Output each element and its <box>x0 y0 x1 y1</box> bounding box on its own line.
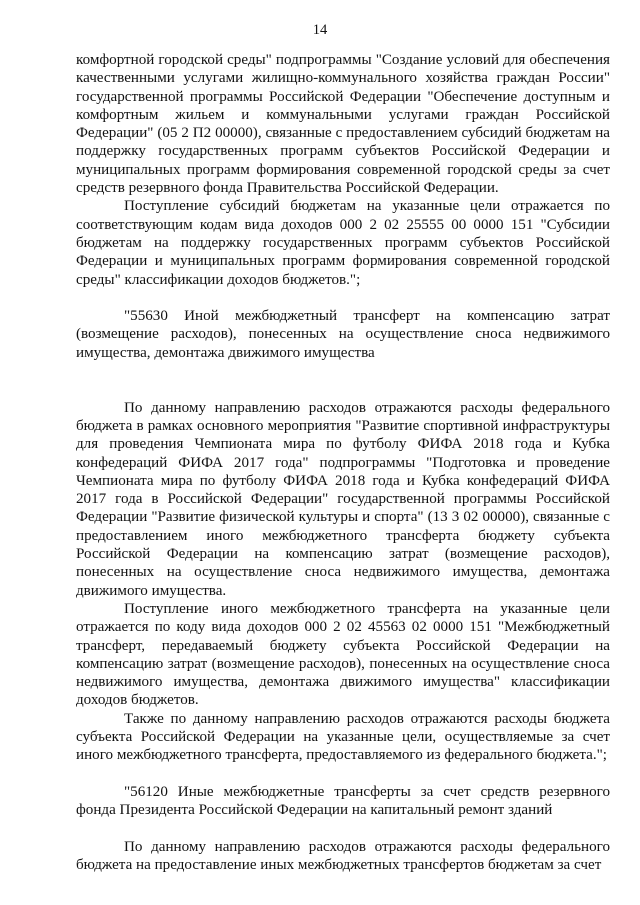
paragraph-regional-expenses: Также по данному направлению расходов отражаются расходы бюджета субъекта Российской Федерации на указанные цели, осуществляемые за счет иного межбюджетного трансферта, предоставляемого из федерального бюджета."; <box>76 710 610 764</box>
paragraph-reserve-fund: По данному направлению расходов отражаются расходы федерального бюджета на предоставление иных межбюджетных трансфертов бюджетам за счет <box>76 838 610 874</box>
paragraph-subsidy-receipt: Поступление субсидий бюджетам на указанные цели отражается по соответствующим кодам вида доходов 000 2 02 25555 00 0000 151 "Субсидии бюджетам на поддержку государственных программ субъектов Российской Федерации и муниципальных программ формирования современной городской среды" классификации доходов бюджетов."; <box>76 198 610 288</box>
paragraph-transfer-receipt: Поступление иного межбюджетного трансферта на указанные цели отражается по коду вида доходов 000 2 02 45563 02 0000 151 "Межбюджетный трансферт, передаваемый бюджету субъекта Российской Федерации на компенсацию затрат (возмещение расходов), понесенных на осуществление сноса недвижимого имущества, демонтажа движимого имущества" классификации доходов бюджетов. <box>76 600 610 709</box>
section-heading-56120: "56120 Иные межбюджетные трансферты за счет средств резервного фонда Президента Российской Федерации на капитальный ремонт зданий <box>76 783 610 819</box>
paragraph-continuation: комфортной городской среды" подпрограммы "Создание условий для обеспечения качественными услугами жилищно-коммунального хозяйства граждан России" государственной программы Российской Федерации "Обеспечение доступным и комфортным жильем и коммунальными услугами граждан Российской Федерации" (05 2 П2 00000), связанные с предоставлением субсидий бюджетам на поддержку государственных программ субъектов Российской Федерации и муниципальных программ формирования современной городской среды за счет средств резервного фонда Правительства Российской Федерации. <box>76 52 610 197</box>
section-heading-55630: "55630 Иной межбюджетный трансферт на компенсацию затрат (возмещение расходов), понесенных на осуществление сноса недвижимого имущества, демонтажа движимого имущества <box>76 308 610 361</box>
page-number: 14 <box>312 22 328 38</box>
document-body <box>76 51 610 874</box>
paragraph-federal-expenses: По данному направлению расходов отражаются расходы федерального бюджета в рамках основного мероприятия "Развитие спортивной инфраструктуры для проведения Чемпионата мира по футболу ФИФА 2018 года и Кубка конфедераций ФИФА 2017 года" подпрограммы "Подготовка и проведение Чемпионата мира по футболу ФИФА 2018 года и Кубка конфедераций ФИФА 2017 года в Российской Федерации" государственной программы Российской Федерации "Развитие физической культуры и спорта" (13 3 02 00000), связанные с предоставлением иного межбюджетного трансферта бюджету субъекта Российской Федерации на компенсацию затрат (возмещение расходов), понесенных на осуществление сноса недвижимого имущества, демонтажа движимого имущества. <box>76 399 610 599</box>
